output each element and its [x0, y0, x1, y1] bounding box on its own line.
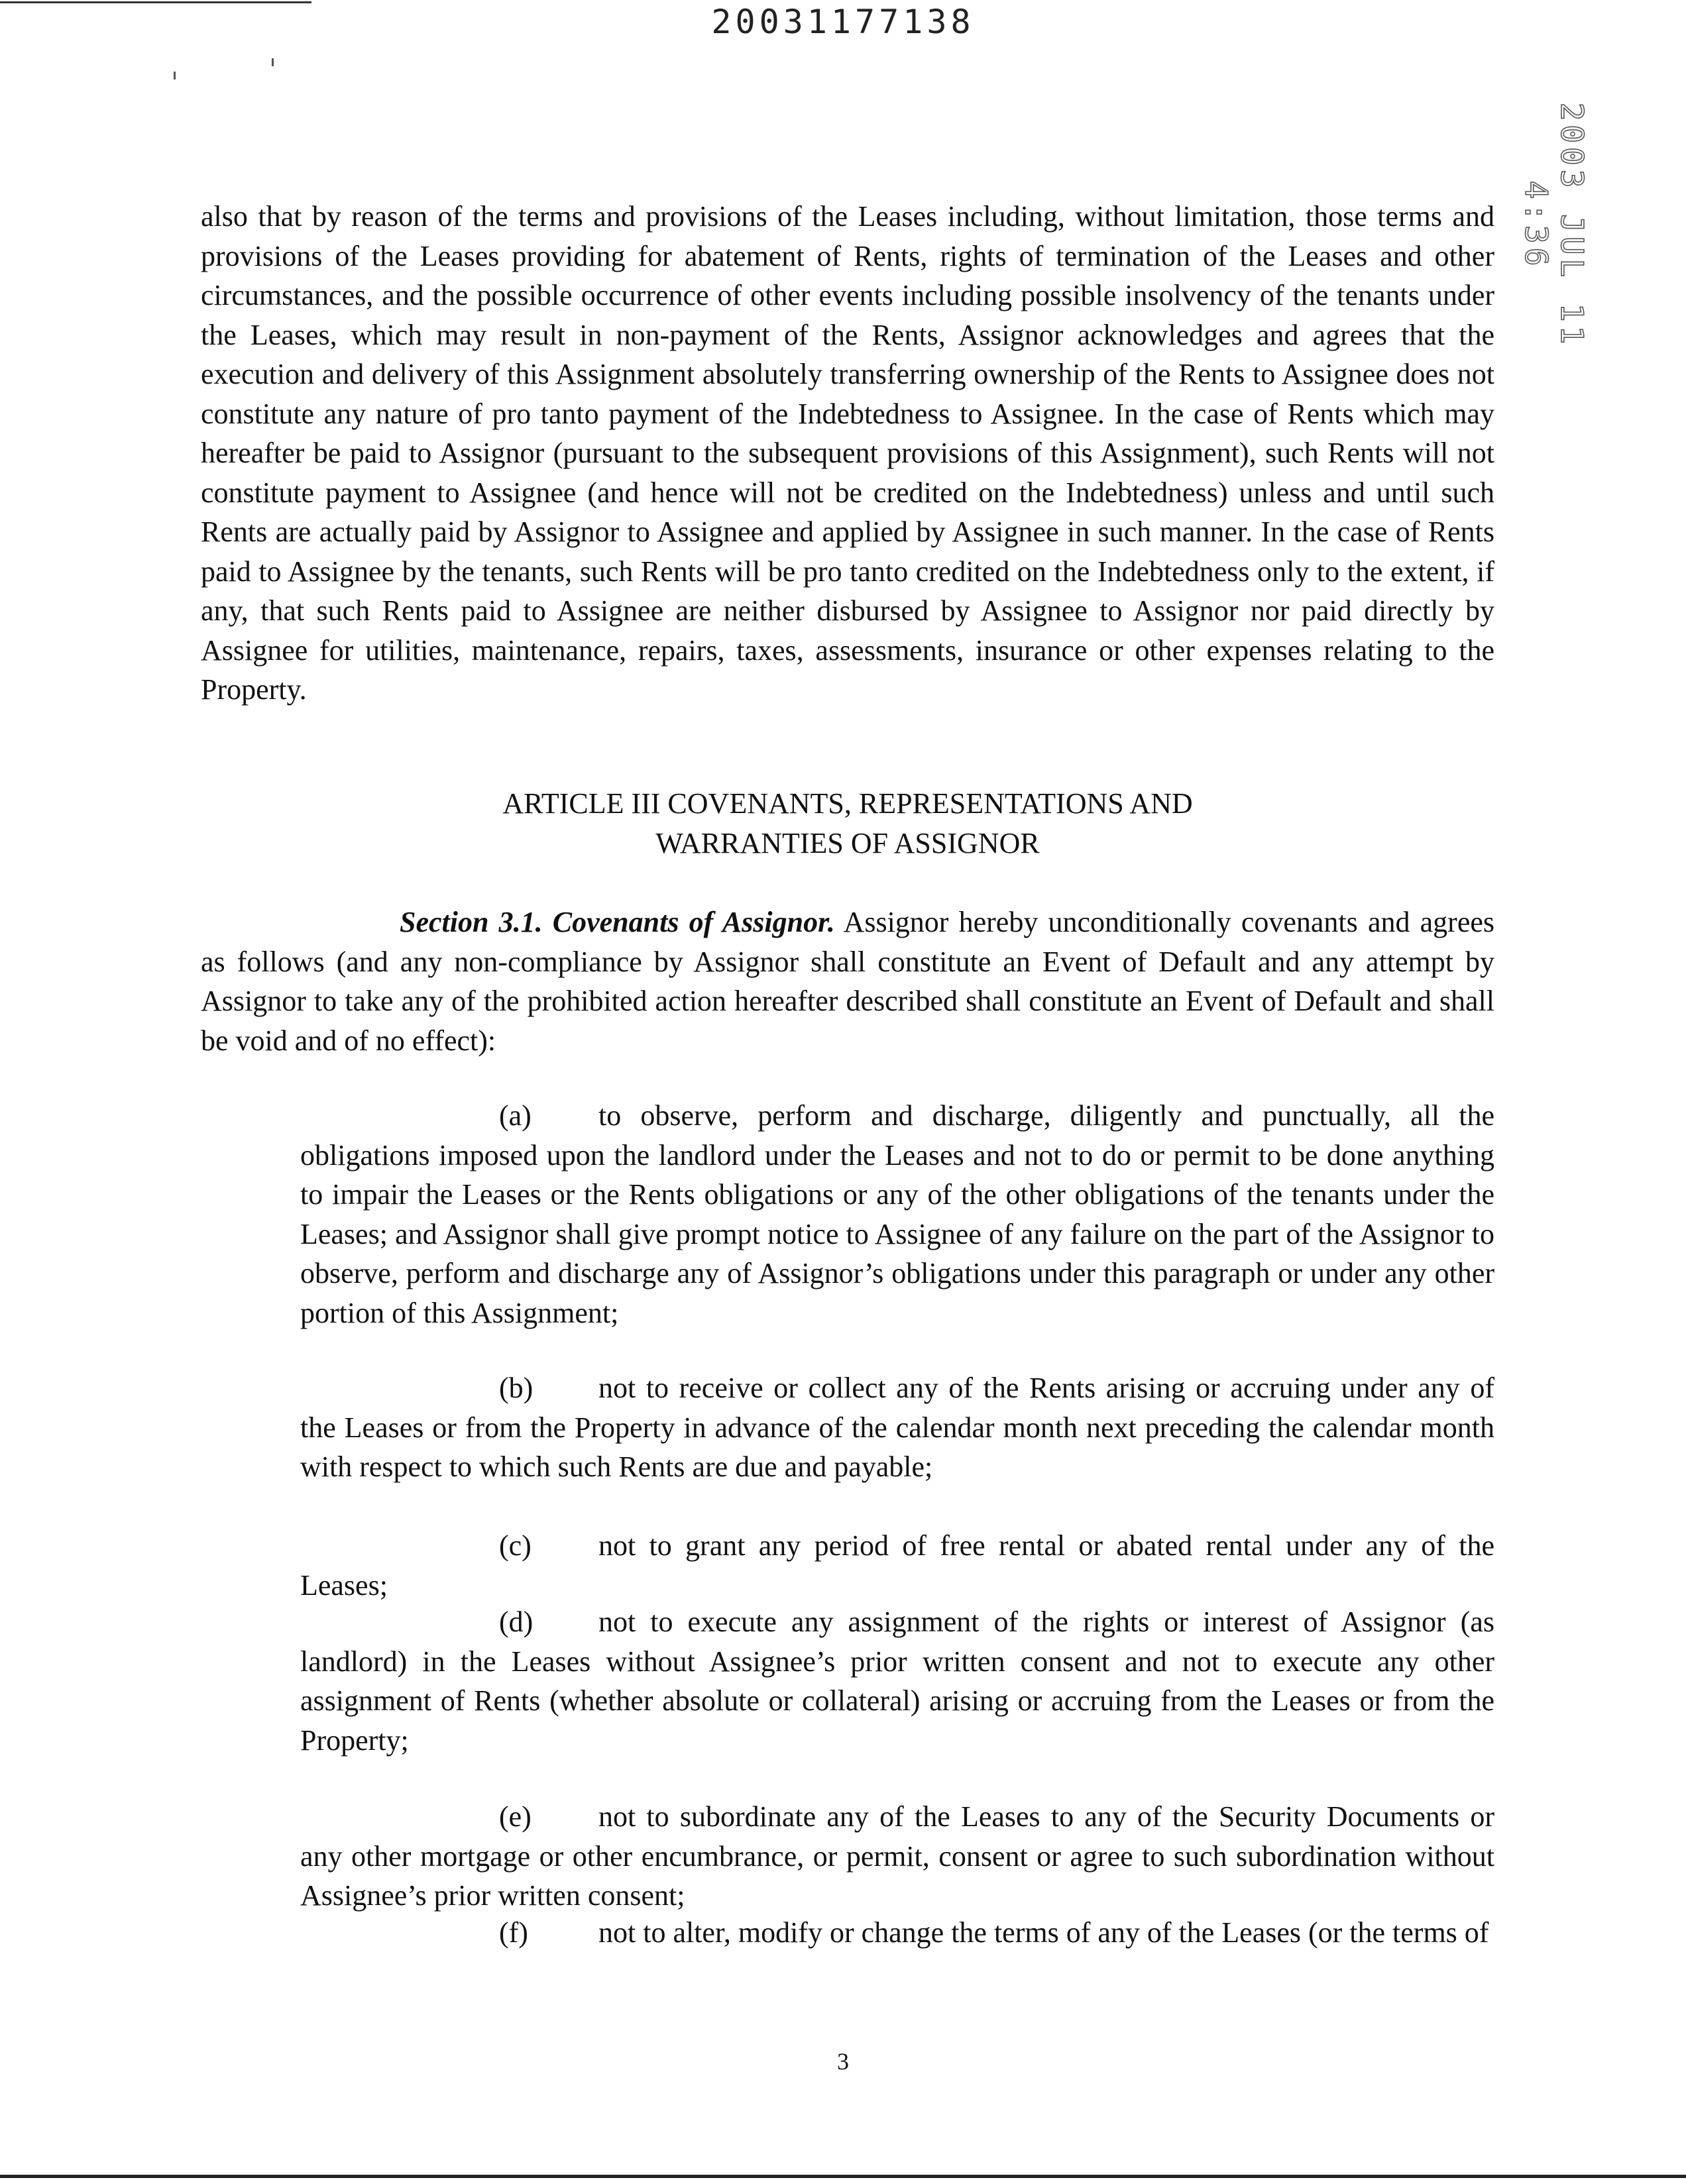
item-text: not to subordinate any of the Leases to any of the Security Documents or any other mortgage or other encumbrance, or permit, consent or agree to such subordination without Assignee’s prior written consent; [300, 1800, 1494, 1912]
item-label: (d) [499, 1606, 534, 1638]
continuation-paragraph: also that by reason of the terms and provisions of the Leases including, without limitation, those terms and provisions of the Leases providing for abatement of Rents, rights of termination of the Leases and other circumstances, and the possible occurrence of other events including possible insolvency of the tenants under the Leases, which may result in non-payment of the Rents, Assignor acknowledges and agrees that the execution and delivery of this Assignment absolutely transferring ownership of the Rents to Assignee does not constitute any nature of pro tanto payment of the Indebtedness to Assignee. In the case of Rents which may hereafter be paid to Assignor (pursuant to the subsequent provisions of this Assignment), such Rents will not constitute payment to Assignee (and hence will not be credited on the Indebtedness) unless and until such Rents are actually paid by Assignor to Assignee and applied by Assignee in such manner. In the case of Rents paid to Assignee by the tenants, such Rents will be pro tanto credited on the Indebtedness only to the extent, if any, that such Rents paid to Assignee are neither disbursed by Assignee to Assignor nor paid directly by Assignee for utilities, maintenance, repairs, taxes, assessments, insurance or other expenses relating to the Property. [201, 200, 1494, 706]
covenant-item [300, 1368, 1494, 1487]
item-label: (a) [499, 1099, 532, 1132]
article-heading [201, 784, 1494, 863]
page-number: 3 [837, 2048, 849, 2075]
item-text: not to execute any assignment of the rights or interest of Assignor (as landlord) in the Leases without Assignee’s prior written consent and not to execute any other assignment of Rents (whether absolute or collateral) arising or accruing from the Leases or from the Property; [300, 1606, 1494, 1757]
recording-stamp: 2003 JUL 11 4:36 [1518, 102, 1590, 349]
covenant-item [300, 1602, 1494, 1760]
item-text: to observe, perform and discharge, diligently and punctually, all the obligations imposed upon the landlord under the Leases and not to do or permit to be done anything to impair the Leases or the Rents obligations or any of the other obligations of the tenants under the Leases; and Assignor shall give prompt notice to Assignee of any failure on the part of the Assignor to observe, perform and discharge any of Assignor’s obligations under this paragraph or under any other portion of this Assignment; [300, 1099, 1494, 1329]
document-number: 20031177138 [711, 3, 975, 41]
item-label: (e) [499, 1800, 532, 1833]
item-label: (f) [499, 1916, 528, 1949]
section-title: Section 3.1. Covenants of Assignor. [400, 906, 835, 938]
article-heading-line-2: WARRANTIES OF ASSIGNOR [655, 826, 1040, 859]
section-3-1-paragraph [201, 902, 1494, 1060]
covenant-item [300, 1797, 1494, 1916]
covenant-item [300, 1526, 1494, 1605]
item-text: not to receive or collect any of the Rents arising or accruing under any of the Leases or from the Property in advance of the calendar month next preceding the calendar month with respect to which such Rents are due and payable; [300, 1372, 1494, 1483]
scan-speck [174, 72, 176, 80]
item-text: not to alter, modify or change the terms of any of the Leases (or the terms of [598, 1916, 1489, 1949]
section-text: Assignor hereby unconditionally covenants and agrees as follows (and any non-compliance by Assignor shall constitute an Event of Default and any attempt by Assignor to take any of the prohibited action hereafter described shall constitute an Event of Default and shall be void and of no effect): [201, 906, 1495, 1057]
covenant-item [300, 1913, 1494, 1953]
item-label: (c) [499, 1529, 532, 1562]
covenant-item [300, 1096, 1494, 1333]
scan-speck [272, 58, 274, 66]
item-text: not to grant any period of free rental or abated rental under any of the Leases; [300, 1529, 1494, 1602]
item-label: (b) [499, 1372, 534, 1404]
article-heading-line-1: ARTICLE III COVENANTS, REPRESENTATIONS AND [502, 787, 1193, 820]
bottom-edge-rule [0, 2175, 1686, 2178]
